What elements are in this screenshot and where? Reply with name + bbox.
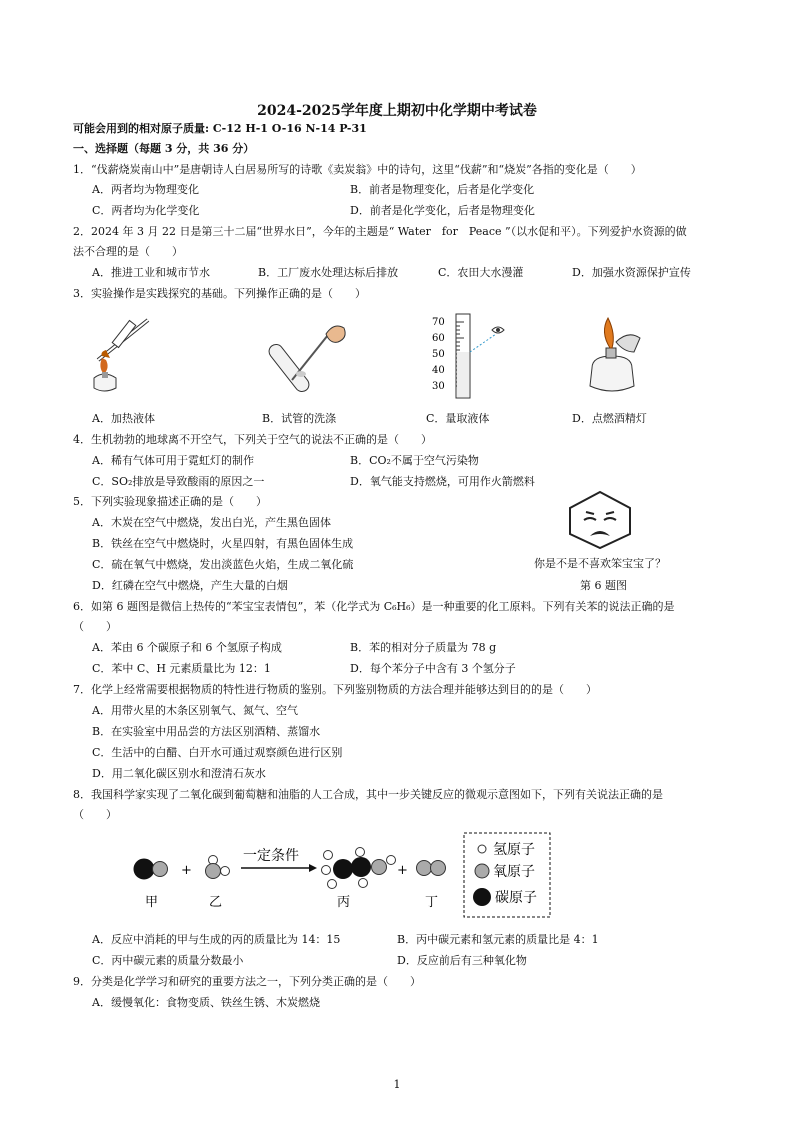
label-ding: 丁	[425, 895, 439, 910]
q5-option-c: C．硫在氧气中燃烧，发出淡蓝色火焰，生成二氧化硫	[92, 558, 354, 571]
q2-option-b: B．工厂废水处理达标后排放	[258, 266, 399, 279]
legend-carbon-icon	[473, 888, 491, 906]
reaction-diagram	[125, 830, 555, 920]
graduated-cylinder-figure	[430, 312, 520, 400]
q4-option-a: A．稀有气体可用于霓虹灯的制作	[92, 454, 254, 467]
page-number: 1	[393, 1078, 401, 1091]
q8-option-c: C．丙中碳元素的质量分数最小	[92, 954, 244, 967]
q6-option-a: A．苯由 6 个碳原子和 6 个氢原子构成	[92, 641, 282, 654]
q4-option-d: D．氧气能支持燃烧，可用作火箭燃料	[350, 475, 535, 488]
q8-stem-line2: （ ）	[73, 808, 117, 821]
mark-50: 50	[432, 349, 445, 360]
q2-option-c: C．农田大水漫灌	[438, 266, 524, 279]
q1-option-b: B．前者是物理变化，后者是化学变化	[350, 183, 535, 196]
q1-option-d: D．前者是化学变化，后者是物理变化	[350, 204, 535, 217]
oxygen-atom	[206, 864, 221, 879]
q6-option-b: B．苯的相对分子质量为 78 g	[350, 641, 497, 654]
q7-option-a: A．用带火星的木条区别氧气、氮气、空气	[92, 704, 298, 717]
oxygen-atom	[153, 862, 168, 877]
q8-option-b: B．丙中碳元素和氢元素的质量比是 4：1	[397, 933, 599, 946]
mark-70: 70	[432, 317, 445, 328]
benzene-emoji-figure	[560, 490, 640, 550]
plus-2: +	[397, 863, 408, 878]
label-bing: 丙	[337, 895, 351, 910]
carbon-atom	[134, 859, 154, 879]
q5-option-d: D．红磷在空气中燃烧，产生大量的白烟	[92, 579, 288, 592]
q8-stem-line1: 8．我国科学家实现了二氧化碳到葡萄糖和油脂的人工合成，其中一步关键反应的微观示意图如下，下列有关说法正确的是	[73, 788, 663, 801]
hydrogen-atom	[221, 867, 230, 876]
q1-option-c: C．两者均为化学变化	[92, 204, 200, 217]
heating-liquid-figure	[88, 312, 158, 400]
q7-option-c: C．生活中的白醋、白开水可通过观察颜色进行区别	[92, 746, 343, 759]
oxygen-atom	[431, 861, 446, 876]
atomic-masses: 可能会用到的相对原子质量: C-12 H-1 O-16 N-14 P-31	[73, 122, 367, 135]
q4-stem: 4．生机勃勃的地球离不开空气，下列关于空气的说法不正确的是（ ）	[73, 433, 432, 446]
reaction-condition: 一定条件	[243, 848, 299, 864]
q2-stem-line1: 2．2024 年 3 月 22 日是第三十二届“世界水日”，今年的主题是“ Water for Peace ”（以水促和平）。下列爱护水资源的做	[73, 225, 687, 238]
label-yi: 乙	[209, 895, 223, 910]
q8-option-a: A．反应中消耗的甲与生成的丙的质量比为 14：15	[92, 933, 341, 946]
q4-option-b: B．CO₂不属于空气污染物	[350, 454, 479, 467]
q3-option-b: B．试管的洗涤	[262, 412, 337, 425]
q2-stem-line2: 法不合理的是（ ）	[73, 245, 183, 258]
oxygen-atom	[372, 860, 387, 875]
legend-oxygen-icon	[475, 864, 489, 878]
oxygen-atom	[417, 861, 432, 876]
q5-stem: 5．下列实验现象描述正确的是（ ）	[73, 495, 267, 508]
q7-option-d: D．用二氧化碳区别水和澄清石灰水	[92, 767, 266, 780]
mark-60: 60	[432, 333, 445, 344]
q3-option-d: D．点燃酒精灯	[572, 412, 647, 425]
q6-figure-caption: 你是不是不喜欢笨宝宝了？	[534, 557, 666, 570]
q3-option-c: C．量取液体	[426, 412, 490, 425]
q9-option-a: A．缓慢氧化：食物变质、铁丝生锈、木炭燃烧	[92, 996, 320, 1009]
mark-30: 30	[432, 381, 445, 392]
q7-option-b: B．在实验室中用品尝的方法区别酒精、蒸馏水	[92, 725, 321, 738]
q3-option-a: A．加热液体	[92, 412, 155, 425]
q2-option-a: A．推进工业和城市节水	[92, 266, 210, 279]
q6-stem-line2: （ ）	[73, 620, 117, 633]
carbon-atom	[333, 859, 353, 879]
q8-option-d: D．反应前后有三种氧化物	[397, 954, 527, 967]
alcohol-lamp-figure	[572, 312, 652, 400]
plus-1: +	[181, 863, 192, 878]
q4-option-c: C．SO₂排放是导致酸雨的原因之一	[92, 475, 265, 488]
q6-figure-label: 第 6 题图	[580, 579, 627, 592]
q3-stem: 3．实验操作是实践探究的基础。下列操作正确的是（ ）	[73, 287, 366, 300]
legend-hydrogen-icon	[478, 845, 486, 853]
tube-washing-figure	[268, 318, 358, 400]
q5-option-a: A．木炭在空气中燃烧，发出白光，产生黑色固体	[92, 516, 331, 529]
legend-hydrogen: 氢原子	[493, 842, 535, 858]
q2-option-d: D．加强水资源保护宣传	[572, 266, 691, 279]
q6-stem-line1: 6．如第 6 题图是微信上热传的“苯宝宝表情包”，苯（化学式为 C₆H₆）是一种重要的化工原料。下列有关苯的说法正确的是	[73, 600, 675, 613]
carbon-atom	[351, 857, 371, 877]
legend-carbon: 碳原子	[495, 890, 537, 906]
mark-40: 40	[432, 365, 445, 376]
q9-stem: 9．分类是化学学习和研究的重要方法之一，下列分类正确的是（ ）	[73, 975, 421, 988]
legend-oxygen: 氧原子	[493, 864, 535, 880]
q6-option-d: D．每个苯分子中含有 3 个氢分子	[350, 662, 516, 675]
q5-option-b: B．铁丝在空气中燃烧时，火星四射，有黑色固体生成	[92, 537, 354, 550]
q1-option-a: A．两者均为物理变化	[92, 183, 199, 196]
label-jia: 甲	[145, 895, 159, 910]
q6-option-c: C．苯中 C、H 元素质量比为 12：1	[92, 662, 271, 675]
section-heading: 一、选择题（每题 3 分，共 36 分）	[73, 142, 255, 155]
page-title: 2024-2025学年度上期初中化学期中考试卷	[257, 103, 537, 119]
q7-stem: 7．化学上经常需要根据物质的特性进行物质的鉴别。下列鉴别物质的方法合理并能够达到目的的是（ ）	[73, 683, 597, 696]
q1-stem: 1．“伐薪烧炭南山中”是唐朝诗人白居易所写的诗歌《卖炭翁》中的诗句，这里“伐薪”和“烧炭”各指的变化是（ ）	[73, 163, 642, 176]
